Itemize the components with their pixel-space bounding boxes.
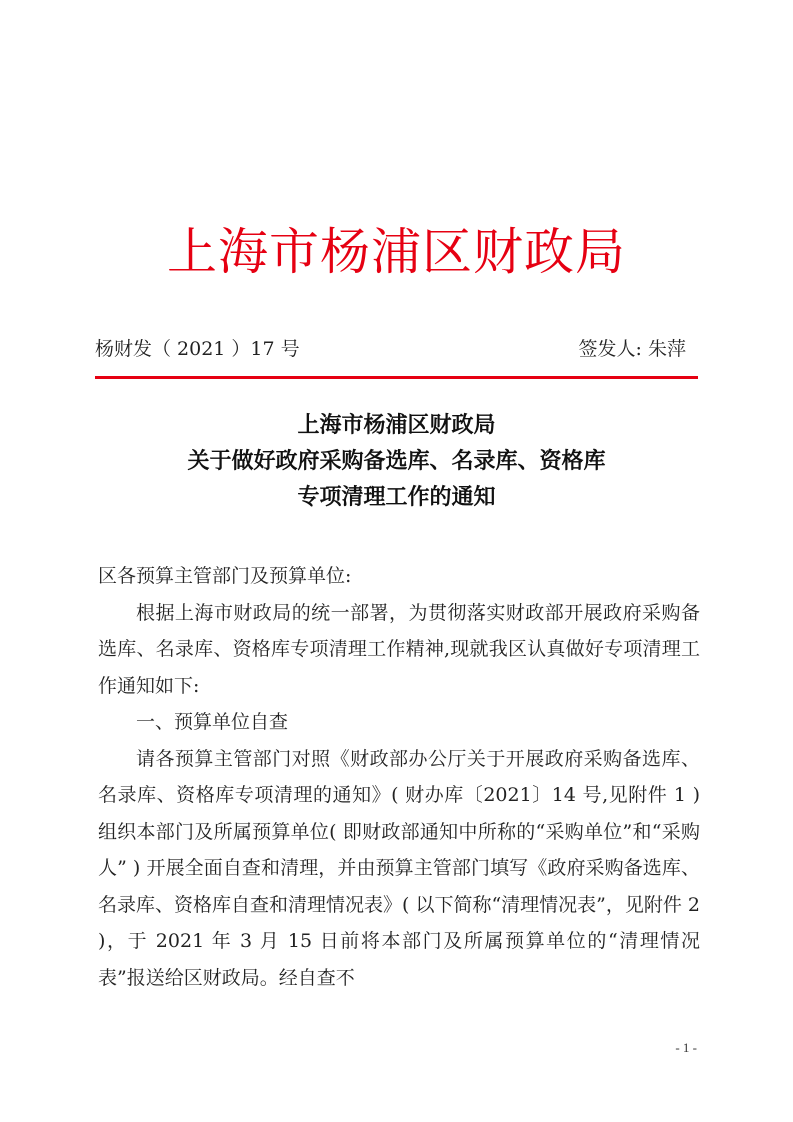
title-line-1: 上海市杨浦区财政局 [297, 413, 496, 438]
masthead-title: 上海市杨浦区财政局 [167, 223, 626, 281]
paragraph-2: 请各预算主管部门对照《财政部办公厅关于开展政府采购备选库、名录库、资格库专项清理的通知》( 财办库〔2021〕14 号,见附件 1 )组织本部门及所属预算单位( 即财政部通知中所称的“采购单位”和“采购人” ) 开展全面自查和清理，并由预算主管部门填写《政府采购备选库、名录库、资格库自查和清理情况表》( 以下简称“清理情况表”，见附件 2 )，于 2021 年 3 月 15 日前将本部门及所属预算单位的“清理情况表”报送给区财政局。经自查不 [98, 747, 701, 989]
section-heading-1: 一、预算单位自查 [136, 711, 289, 733]
page-number: - 1 - [675, 1040, 697, 1055]
document-title [0, 408, 793, 516]
salutation: 区各预算主管部门及预算单位: [98, 565, 352, 587]
document-body [98, 558, 700, 996]
issuer-label: 签发人: 朱萍 [578, 338, 686, 360]
document-number: 杨财发（ 2021 ）17 号 [95, 338, 300, 360]
title-line-3: 专项清理工作的通知 [297, 485, 496, 510]
title-line-2: 关于做好政府采购备选库、名录库、资格库 [187, 449, 606, 474]
paragraph-1: 根据上海市财政局的统一部署，为贯彻落实财政部开展政府采购备选库、名录库、资格库专项清理工作精神,现就我区认真做好专项清理工作通知如下: [98, 601, 700, 697]
red-divider-line [95, 376, 698, 379]
